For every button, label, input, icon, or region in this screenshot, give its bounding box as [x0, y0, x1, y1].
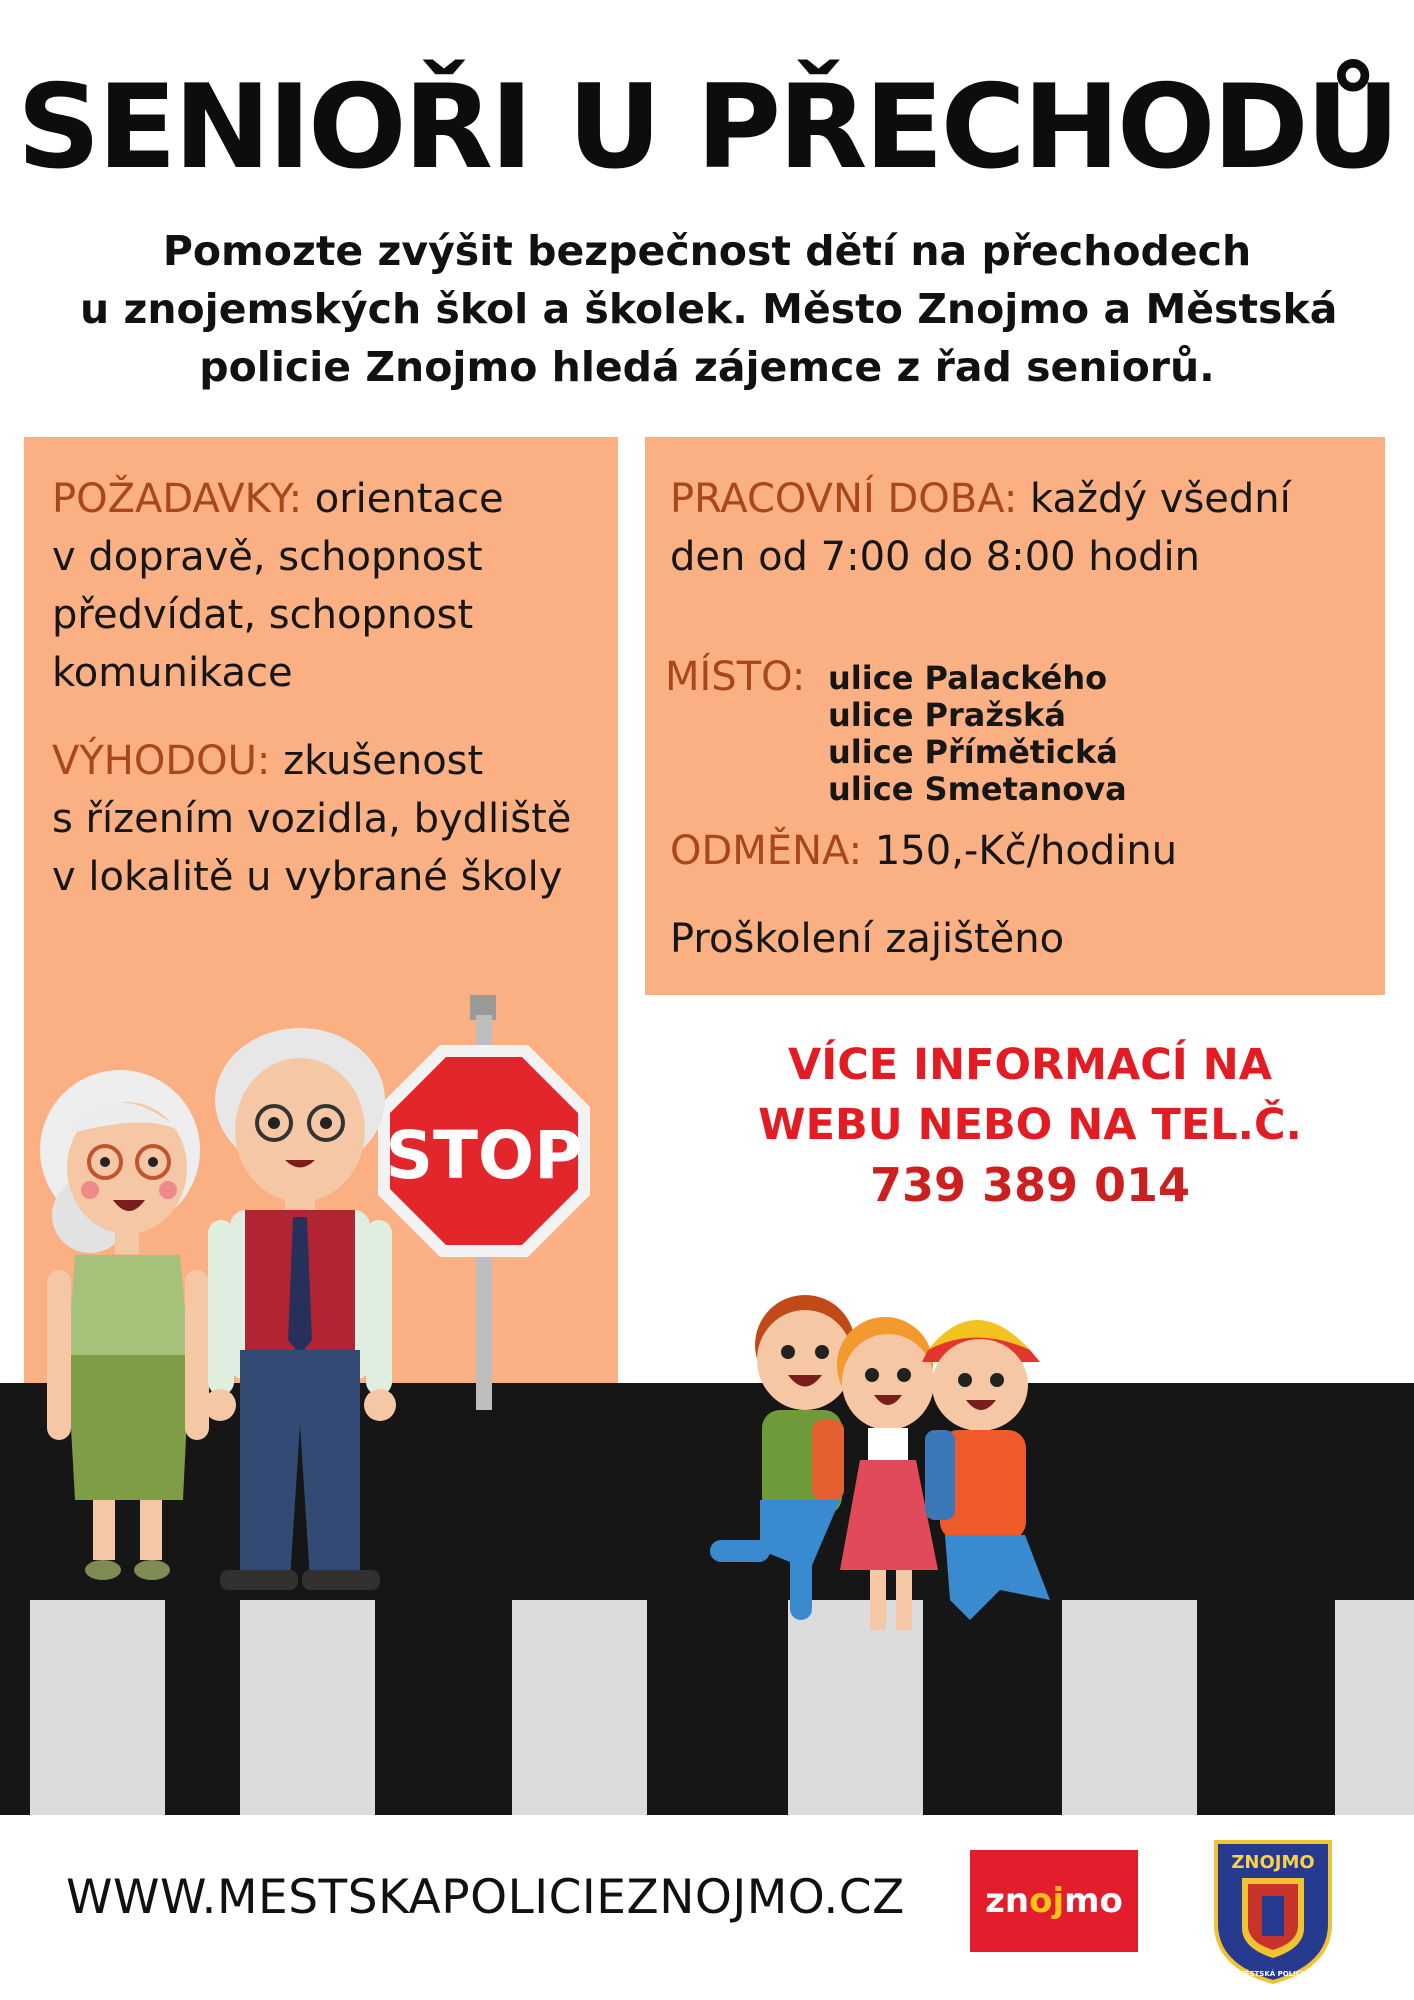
requirements-line: předvídat, schopnost	[52, 592, 474, 638]
crosswalk-stripe	[30, 1600, 165, 1815]
grandfather-illustration	[190, 1005, 430, 1605]
crosswalk-stripe	[1062, 1600, 1197, 1815]
advantage-label: VÝHODOU:	[52, 738, 271, 784]
website-link[interactable]: WWW.MESTSKAPOLICIEZNOJMO.CZ	[66, 1870, 905, 1925]
requirements-line: orientace	[302, 476, 504, 522]
working-hours-text	[670, 470, 1291, 586]
reward-label: ODMĚNA:	[670, 828, 863, 874]
advantage-text	[52, 732, 571, 906]
crest-subtitle: MĚSTSKÁ POLICIE	[1237, 1970, 1309, 1978]
place-item: ulice Přímětická	[828, 733, 1118, 771]
page-title: SENIOŘI U PŘECHODŮ	[17, 60, 1397, 195]
requirements-text	[52, 470, 504, 702]
hours-line: každý všední	[1017, 476, 1291, 522]
place-list	[828, 660, 1127, 808]
stop-sign-text: STOP	[385, 1117, 583, 1194]
more-info	[720, 1035, 1340, 1215]
crosswalk-stripe	[512, 1600, 647, 1815]
hours-line: den od 7:00 do 8:00 hodin	[670, 534, 1200, 580]
crosswalk-stripe	[1335, 1600, 1414, 1815]
place-label-wrap	[665, 648, 805, 706]
place-item: ulice Pražská	[828, 696, 1066, 734]
logo-text: zn	[985, 1881, 1030, 1921]
place-item: ulice Smetanova	[828, 770, 1127, 808]
logo-text: oj	[1029, 1881, 1065, 1921]
requirements-line: v dopravě, schopnost	[52, 534, 483, 580]
info-line: WEBU NEBO NA TEL.Č.	[758, 1100, 1302, 1150]
requirements-label: POŽADAVKY:	[52, 476, 303, 522]
info-line: VÍCE INFORMACÍ NA	[787, 1040, 1273, 1090]
phone-number: 739 389 014	[869, 1158, 1191, 1212]
training-text: Proškolení zajištěno	[670, 916, 1065, 962]
reward-value: 150,-Kč/hodinu	[862, 828, 1178, 874]
advantage-line: v lokalitě u vybrané školy	[52, 854, 563, 900]
subtitle-line: policie Znojmo hledá zájemce z řad seniorů.	[199, 343, 1215, 391]
children-illustration	[700, 1270, 1060, 1670]
crest-title: ZNOJMO	[1231, 1852, 1315, 1873]
advantage-line: zkušenost	[270, 738, 484, 784]
subtitle	[80, 222, 1338, 396]
grandmother-illustration	[35, 1040, 215, 1600]
place-item: ulice Palackého	[828, 659, 1108, 697]
subtitle-line: Pomozte zvýšit bezpečnost dětí na přechodech	[162, 227, 1252, 275]
hours-label: PRACOVNÍ DOBA:	[670, 476, 1018, 522]
subtitle-line: u znojemských škol a školek. Město Znojmo a Městská	[80, 285, 1338, 333]
reward-text	[670, 822, 1177, 880]
advantage-line: s řízením vozidla, bydliště	[52, 796, 572, 842]
police-crest-icon	[1210, 1836, 1336, 1986]
requirements-line: komunikace	[52, 650, 293, 696]
place-label: MÍSTO:	[665, 654, 806, 700]
znojmo-logo	[970, 1850, 1138, 1952]
logo-text: mo	[1064, 1881, 1123, 1921]
crosswalk-stripe	[240, 1600, 375, 1815]
